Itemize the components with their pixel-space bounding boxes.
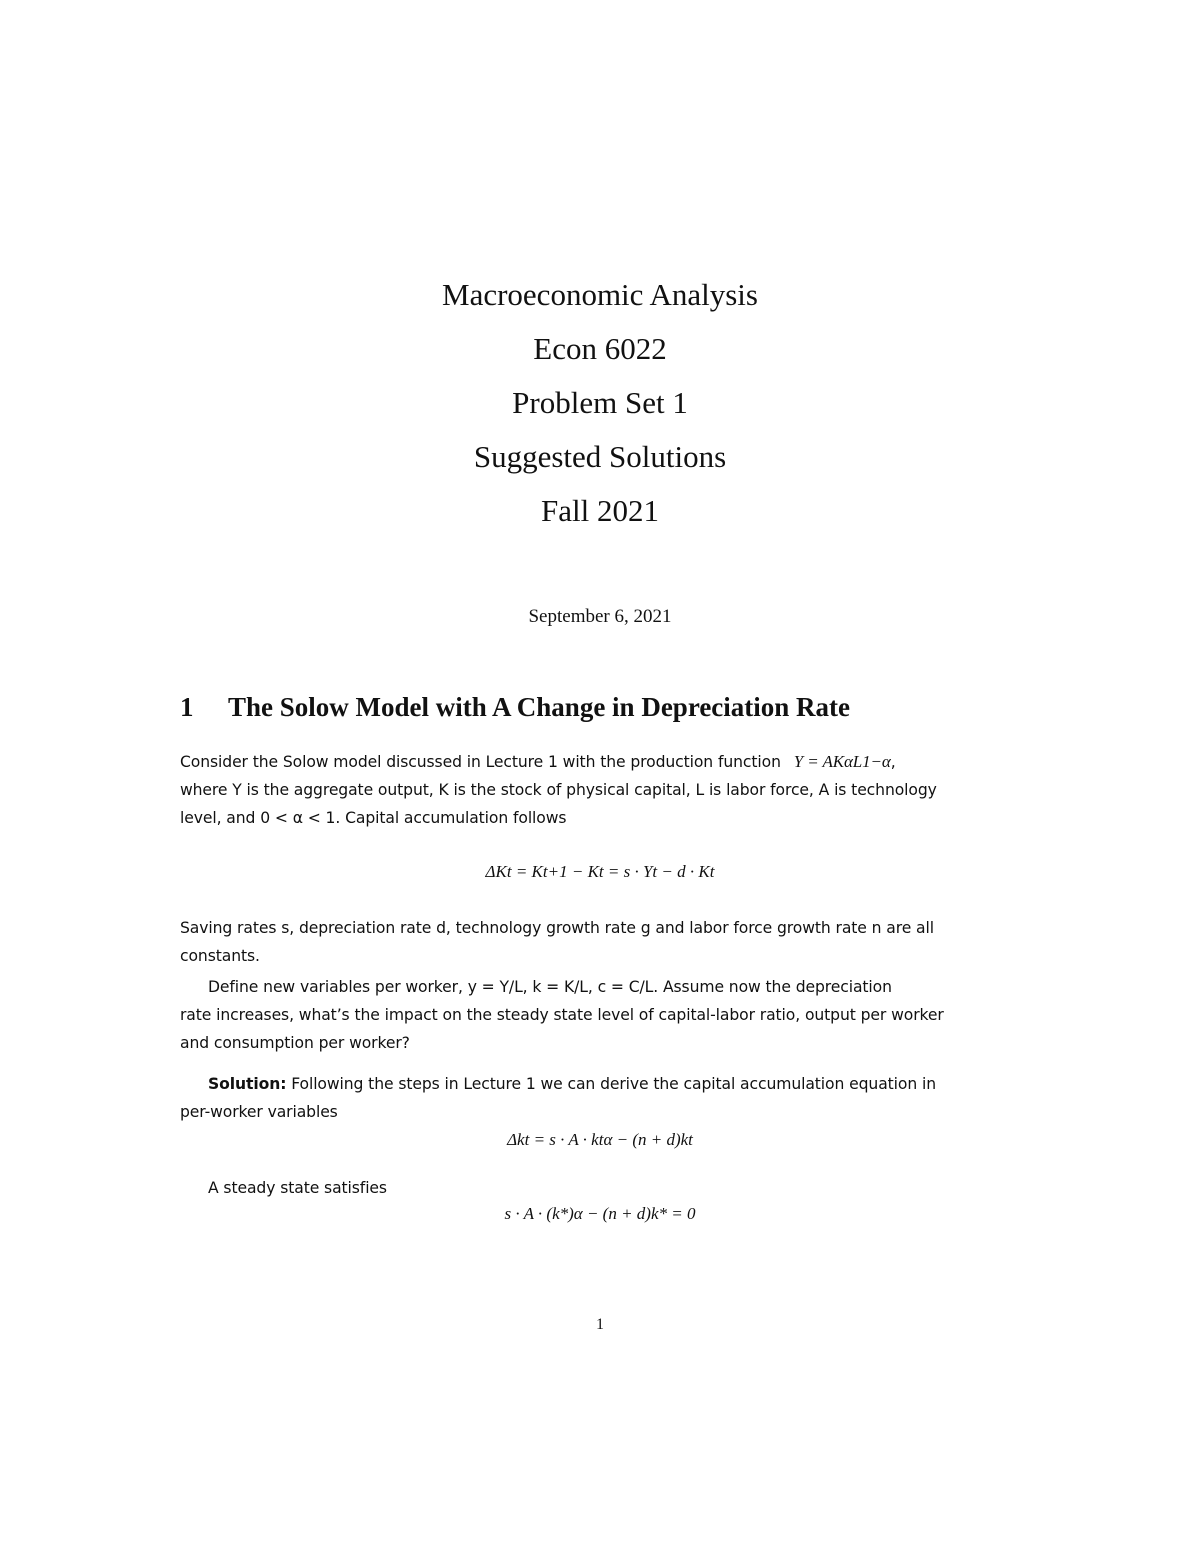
question-line-2: rate increases, what’s the impact on the steady state level of capital-labor ratio, output per worker <box>180 1006 944 1024</box>
intro-line-3: level, and 0 < α < 1. Capital accumulation follows <box>180 809 567 827</box>
constants-line-2: constants. <box>180 947 260 965</box>
solution-line-1-text: Following the steps in Lecture 1 we can derive the capital accumulation equation in <box>291 1075 936 1093</box>
document-type: Suggested Solutions <box>473 439 727 474</box>
document-title-block <box>0 268 1200 538</box>
per-worker-accumulation-equation: Δkt = s · A · ktα − (n + d)kt <box>507 1130 693 1149</box>
intro-line-2: where Y is the aggregate output, K is the stock of physical capital, L is labor force, A is technology <box>180 781 937 799</box>
term: Fall 2021 <box>541 493 659 528</box>
section-title: The Solow Model with A Change in Depreciation Rate <box>228 692 851 722</box>
production-function-text: Y = AKαL1−α <box>793 752 891 771</box>
steady-state-text: A steady state satisfies <box>208 1179 387 1197</box>
steady-state-equation: s · A · (k*)α − (n + d)k* = 0 <box>504 1204 696 1223</box>
page-number: 1 <box>596 1316 604 1333</box>
solution-line-1 <box>180 1070 1022 1098</box>
section-number: 1 <box>180 692 194 722</box>
course-code: Econ 6022 <box>533 331 667 366</box>
course-title: Macroeconomic Analysis <box>442 277 758 312</box>
section-heading <box>180 692 850 723</box>
question-line-3: and consumption per worker? <box>180 1034 410 1052</box>
solution-label: Solution: <box>208 1075 287 1093</box>
production-function <box>794 752 891 771</box>
question-paragraph <box>180 973 1022 1057</box>
steady-state-intro <box>180 1174 1022 1202</box>
problem-set-title: Problem Set 1 <box>512 385 688 420</box>
capital-accumulation-equation: ΔKt = Kt+1 − Kt = s · Yt − d · Kt <box>485 862 715 881</box>
question-line-1: Define new variables per worker, y = Y/L, k = K/L, c = C/L. Assume now the depreciation <box>208 978 892 996</box>
constants-line-1: Saving rates s, depreciation rate d, technology growth rate g and labor force growth rate n are all <box>180 919 934 937</box>
solution-line-2: per-worker variables <box>180 1103 338 1121</box>
intro-paragraph <box>180 748 1022 832</box>
intro-line-1-text: Consider the Solow model discussed in Lecture 1 with the production function <box>180 753 781 771</box>
constants-paragraph <box>180 914 1022 970</box>
solution-paragraph <box>180 1070 1022 1126</box>
document-date: September 6, 2021 <box>528 606 672 627</box>
intro-line-1: Consider the Solow model discussed in Lecture 1 with the production function Y = AKαL1−α, <box>180 752 896 771</box>
